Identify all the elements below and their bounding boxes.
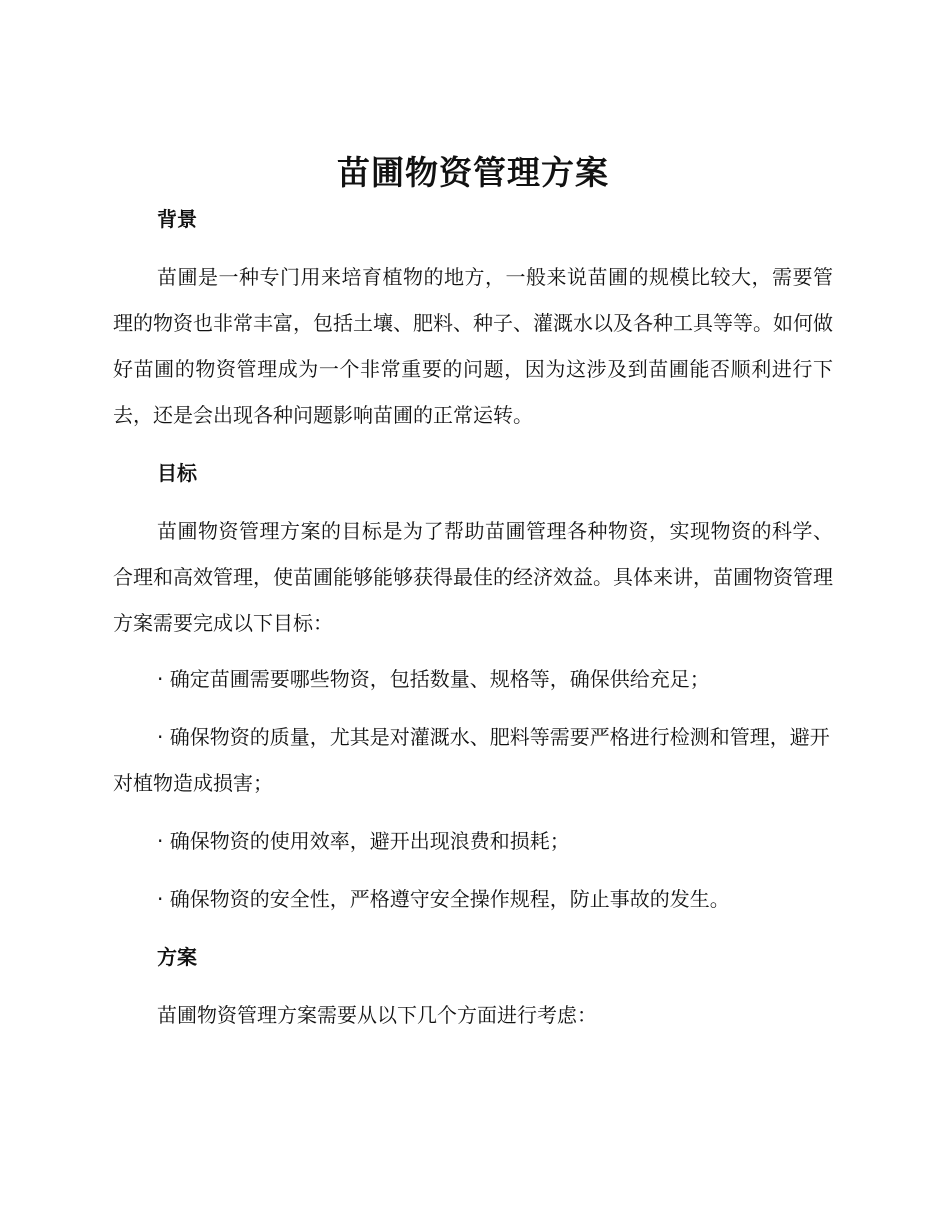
- section-heading-goals: 目标: [157, 461, 197, 485]
- document-page: [113, 148, 833, 1038]
- goal-bullet-item: · 确定苗圃需要哪些物资，包括数量、规格等，确保供给充足；: [157, 667, 710, 691]
- plan-paragraph: 苗圃物资管理方案需要从以下几个方面进行考虑：: [157, 1003, 597, 1027]
- document-title: 苗圃物资管理方案: [337, 153, 609, 192]
- section-heading-plan: 方案: [157, 945, 197, 969]
- section-heading-background: 背景: [157, 207, 197, 231]
- goal-bullet-item: · 确保物资的使用效率，避开出现浪费和损耗；: [157, 829, 570, 853]
- background-paragraph: 苗圃是一种专门用来培育植物的地方，一般来说苗圃的规模比较大，需要管理的物资也非常丰富，包括土壤、肥料、种子、灌溉水以及各种工具等等。如何做好苗圃的物资管理成为一个非常重要的问题，因为这涉及到苗圃能否顺利进行下去，还是会出现各种问题影响苗圃的正常运转。: [113, 265, 833, 427]
- section-plan: [113, 942, 833, 1038]
- goals-paragraph: 苗圃物资管理方案的目标是为了帮助苗圃管理各种物资，实现物资的科学、合理和高效管理，使苗圃能够能够获得最佳的经济效益。具体来讲，苗圃物资管理方案需要完成以下目标：: [113, 519, 833, 635]
- section-goals: [113, 458, 833, 922]
- section-background: [113, 204, 833, 438]
- goal-bullet-item: · 确保物资的质量，尤其是对灌溉水、肥料等需要严格进行检测和管理，避开对植物造成损害；: [113, 725, 830, 795]
- goal-bullet-item: · 确保物资的安全性，严格遵守安全操作规程，防止事故的发生。: [157, 887, 730, 911]
